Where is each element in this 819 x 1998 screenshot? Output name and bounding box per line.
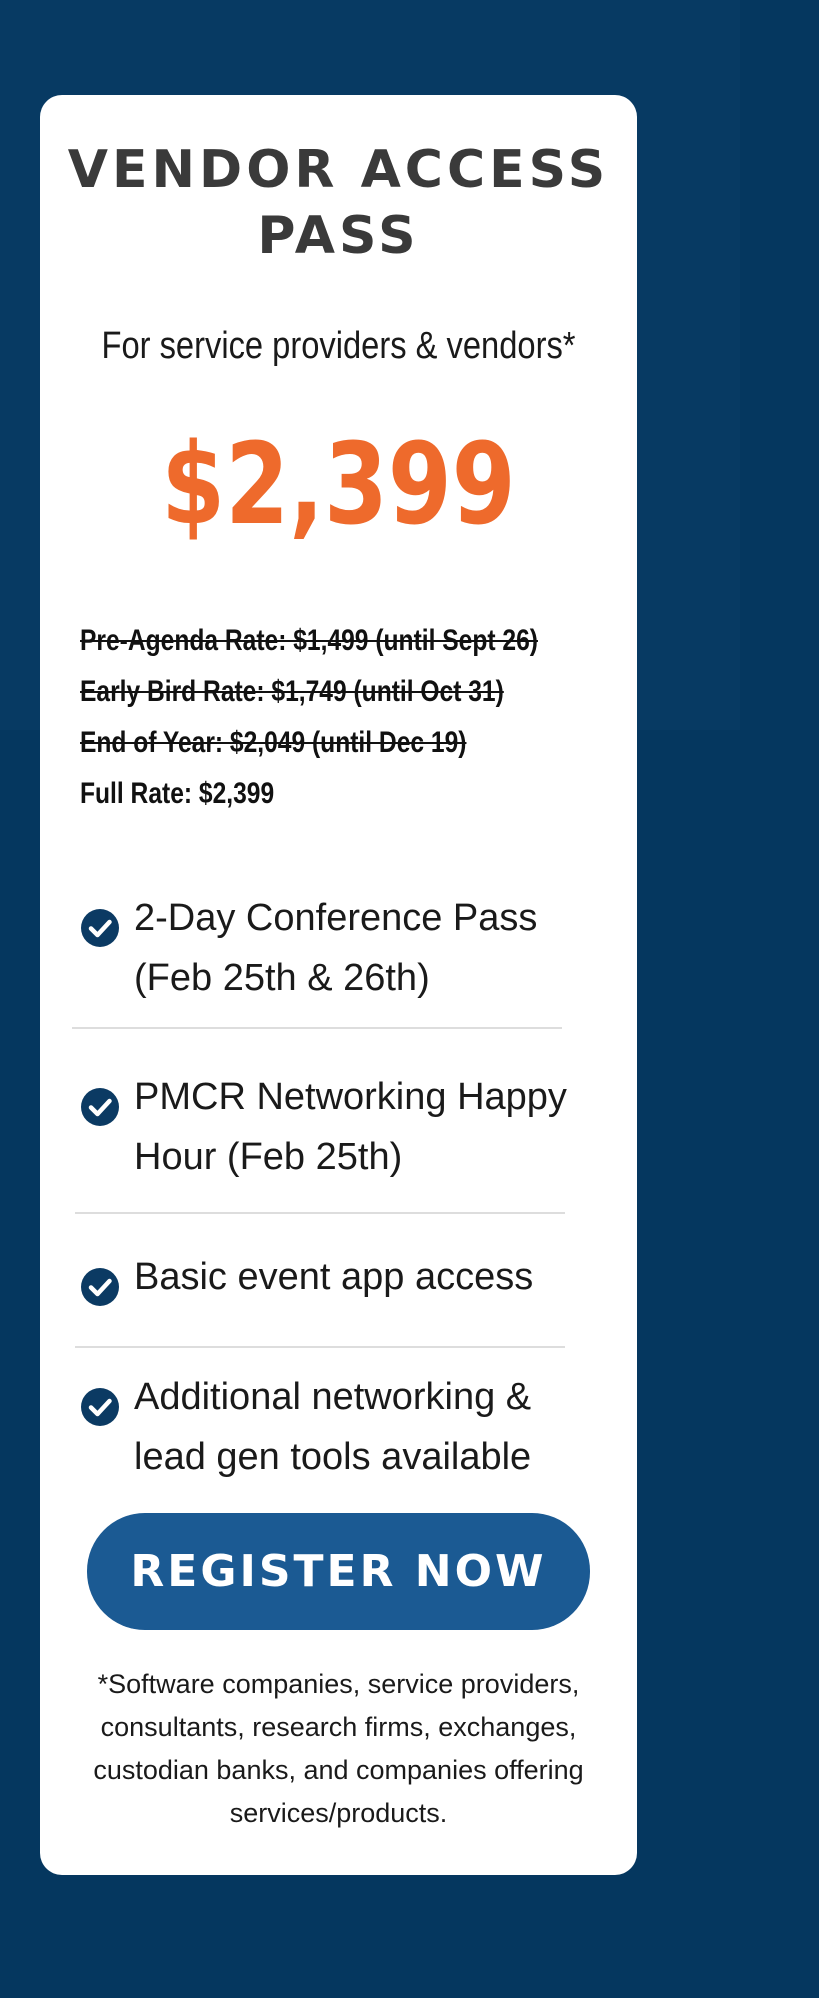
feature-label: 2-Day Conference Pass (Feb 25th & 26th) — [134, 897, 538, 999]
rate-pre-agenda: Pre-Agenda Rate: $1,499 (until Sept 26) — [80, 624, 538, 657]
pass-subtitle: For service providers & vendors* — [101, 325, 576, 367]
pass-price: $2,399 — [161, 420, 516, 550]
rate-end-of-year: End of Year: $2,049 (until Dec 19) — [80, 726, 467, 759]
footnote: *Software companies, service providers, consultants, research firms, exchanges, custodian banks, and companies offering services/products. — [93, 1669, 584, 1828]
check-circle-icon — [80, 1267, 120, 1307]
feature-item — [80, 1367, 600, 1487]
feature-label: Additional networking & lead gen tools available — [134, 1376, 532, 1478]
feature-label: Basic event app access — [134, 1256, 534, 1298]
rate-full: Full Rate: $2,399 — [80, 777, 275, 810]
register-now-button[interactable]: REGISTER NOW — [87, 1513, 590, 1630]
check-circle-icon — [80, 1387, 120, 1427]
check-circle-icon — [80, 908, 120, 948]
rate-early-bird: Early Bird Rate: $1,749 (until Oct 31) — [80, 675, 504, 708]
feature-label: PMCR Networking Happy Hour (Feb 25th) — [134, 1076, 567, 1178]
rate-list — [80, 615, 620, 819]
feature-divider — [72, 1027, 562, 1029]
feature-item — [80, 1247, 600, 1307]
feature-divider — [75, 1212, 565, 1214]
feature-item — [80, 888, 600, 1008]
feature-divider — [75, 1346, 565, 1348]
pass-title: VENDOR ACCESS PASS — [67, 140, 610, 266]
check-circle-icon — [80, 1087, 120, 1127]
pricing-card — [40, 95, 637, 1875]
feature-item — [80, 1067, 600, 1187]
